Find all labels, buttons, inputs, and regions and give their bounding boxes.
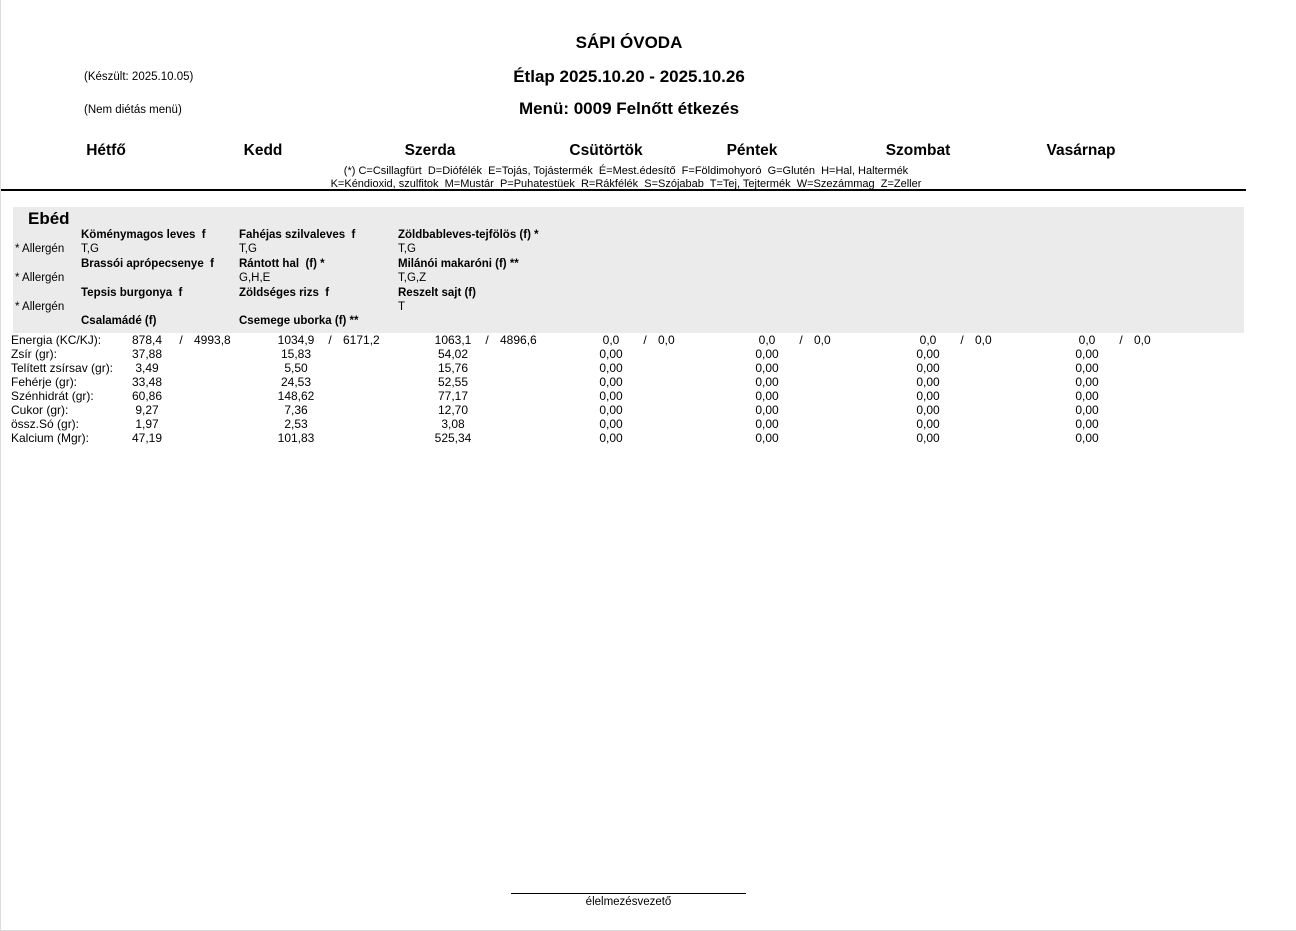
dish-name: Csemege uborka (f) ** [239,315,359,327]
nutrition-value-cell [899,403,957,417]
nutrition-kj-value: 0,0 [658,333,675,347]
nutrition-value-cell [118,375,176,389]
nutrition-row-label: Zsír (gr): [11,347,57,361]
nutrition-kc-value: 0,00 [599,417,623,431]
menu-period-title: Étlap 2025.10.20 - 2025.10.26 [513,67,745,86]
nutrition-value-cell [267,431,325,445]
nutrition-value-cell [1058,347,1116,361]
nutrition-value-cell [118,333,231,347]
nutrition-value-cell [1058,361,1116,375]
nutrition-value-cell [424,347,482,361]
dish-name: Zöldséges rizs f [239,287,330,299]
nutrition-kc-value: 0,00 [755,431,779,445]
allergen-codes: T [398,301,406,313]
nutrition-value-cell [582,417,640,431]
nutrition-kc-value: 77,17 [437,389,469,403]
allergen-legend-line-2: K=Kéndioxid, szulfitok M=Mustár P=Puhatestüek R=Rákfélék S=Szójabab T=Tej, Tejtermék W=Szezámmag Z=Zeller [330,177,922,190]
nutrition-kc-value: 0,00 [599,375,623,389]
nutrition-kc-value: 12,70 [437,403,469,417]
allergen-legend-line-1: (*) C=Csillagfürt D=Diófélék E=Tojás, Tojástermék É=Mest.édesítő F=Földimohyoró G=Glutén H=Hal, Haltermék [343,165,909,177]
nutrition-value-cell [738,333,831,347]
nutrition-value-cell [738,431,796,445]
nutrition-value-cell [582,375,640,389]
nutrition-value-cell [118,361,176,375]
dish-name: Csalamádé (f) [81,315,157,327]
nutrition-kc-value: 33,48 [131,375,163,389]
nutrition-kc-kj-separator: / [1119,333,1123,347]
nutrition-kc-value: 0,00 [916,431,940,445]
nutrition-kc-value: 0,0 [919,333,937,347]
nutrition-kc-value: 15,83 [280,347,312,361]
nutrition-value-cell [1058,431,1116,445]
nutrition-kc-kj-separator: / [799,333,803,347]
nutrition-kc-value: 0,00 [916,361,940,375]
nutrition-value-cell [118,403,176,417]
created-date: (Készült: 2025.10.05) [84,71,194,83]
nutrition-value-cell [1058,375,1116,389]
day-header-1: Hétfő [86,142,126,159]
nutrition-kc-value: 0,00 [916,403,940,417]
nutrition-kc-value: 60,86 [131,389,163,403]
nutrition-value-cell [267,361,325,375]
nutrition-kj-value: 0,0 [814,333,831,347]
dish-name: Brassói aprópecsenye f [81,258,214,270]
nutrition-value-cell [1058,417,1116,431]
nutrition-kc-value: 0,00 [916,347,940,361]
nutrition-kc-value: 2,53 [284,417,308,431]
day-header-2: Kedd [243,142,283,159]
nutrition-kc-value: 52,55 [437,375,469,389]
nutrition-row-label: Fehérje (gr): [11,375,78,389]
nutrition-value-cell [738,403,796,417]
nutrition-kc-value: 0,00 [1075,389,1099,403]
day-header-5: Péntek [726,142,778,159]
nutrition-kj-value: 4896,6 [500,333,537,347]
nutrition-kc-kj-separator: / [485,333,489,347]
nutrition-value-cell [267,375,325,389]
day-header-6: Szombat [885,142,951,159]
nutrition-value-cell [118,347,176,361]
nutrition-value-cell [899,375,957,389]
nutrition-kc-value: 0,00 [755,403,779,417]
dish-name: Reszelt sajt (f) [398,287,476,299]
nutrition-kc-value: 3,08 [441,417,465,431]
allergen-row-label: * Allergén [15,301,65,313]
nutrition-value-cell [118,389,176,403]
day-header-4: Csütörtök [569,142,643,159]
nutrition-row-label: össz.Só (gr): [11,417,80,431]
nutrition-kj-value: 0,0 [1134,333,1151,347]
header-divider [1,189,1246,191]
nutrition-kc-value: 525,34 [434,431,472,445]
nutrition-value-cell [738,361,796,375]
nutrition-kc-kj-separator: / [643,333,647,347]
nutrition-value-cell [899,417,957,431]
nutrition-kc-value: 3,49 [135,361,159,375]
nutrition-kc-value: 0,00 [916,389,940,403]
nutrition-value-cell [267,347,325,361]
nutrition-value-cell [267,333,380,347]
nutrition-row-label: Telített zsírsav (gr): [11,361,114,375]
allergen-codes: T,G [81,243,99,255]
signature-line [511,893,746,894]
nutrition-kc-value: 0,00 [916,375,940,389]
nutrition-row-label: Energia (KC/KJ): [11,333,102,347]
nutrition-kc-value: 0,00 [599,347,623,361]
dish-name: Fahéjas szilvaleves f [239,229,356,241]
day-header-3: Szerda [404,142,456,159]
nutrition-value-cell [424,375,482,389]
nutrition-value-cell [118,417,176,431]
nutrition-kc-value: 0,00 [755,389,779,403]
nutrition-value-cell [267,417,325,431]
nutrition-value-cell [424,361,482,375]
nutrition-kc-value: 0,00 [599,361,623,375]
nutrition-value-cell [267,389,325,403]
nutrition-kc-value: 0,00 [755,417,779,431]
nutrition-kc-value: 0,00 [1075,347,1099,361]
nutrition-row-label: Kalcium (Mgr): [11,431,90,445]
nutrition-kj-value: 0,0 [975,333,992,347]
nutrition-kc-value: 1034,9 [277,333,315,347]
nutrition-kc-kj-separator: / [960,333,964,347]
nutrition-value-cell [582,431,640,445]
dish-name: Milánói makaróni (f) ** [398,258,519,270]
nutrition-kc-value: 0,00 [1075,375,1099,389]
nutrition-row-label: Cukor (gr): [11,403,69,417]
nutrition-value-cell [738,375,796,389]
nutrition-kc-value: 0,0 [1078,333,1096,347]
nutrition-kc-value: 15,76 [437,361,469,375]
nutrition-kc-value: 1,97 [135,417,159,431]
allergen-row-label: * Allergén [15,272,65,284]
signature-role-label: élelmezésvezető [585,896,672,908]
nutrition-kc-value: 0,0 [758,333,776,347]
nutrition-kc-value: 101,83 [277,431,315,445]
nutrition-value-cell [267,403,325,417]
nutrition-kc-value: 148,62 [277,389,315,403]
nutrition-kc-value: 0,00 [1075,417,1099,431]
nutrition-value-cell [582,389,640,403]
not-diet-note: (Nem diétás menü) [84,104,182,116]
nutrition-value-cell [424,417,482,431]
nutrition-value-cell [582,347,640,361]
nutrition-value-cell [582,333,675,347]
allergen-codes: T,G,Z [398,272,427,284]
nutrition-value-cell [582,403,640,417]
lunch-section-title: Ebéd [28,209,70,228]
allergen-codes: T,G [398,243,416,255]
allergen-codes: T,G [239,243,257,255]
nutrition-kc-value: 878,4 [131,333,163,347]
dish-name: Köménymagos leves f [81,229,206,241]
nutrition-kc-value: 5,50 [284,361,308,375]
nutrition-kc-value: 0,00 [599,431,623,445]
nutrition-kj-value: 4993,8 [194,333,231,347]
dish-name: Zöldbableves-tejfölös (f) * [398,229,539,241]
nutrition-kc-value: 24,53 [280,375,312,389]
nutrition-kc-value: 0,00 [755,375,779,389]
nutrition-value-cell [899,361,957,375]
dish-name: Rántott hal (f) * [239,258,325,270]
nutrition-kc-value: 0,00 [1075,361,1099,375]
nutrition-kc-value: 37,88 [131,347,163,361]
nutrition-value-cell [424,389,482,403]
nutrition-value-cell [118,431,176,445]
nutrition-value-cell [738,347,796,361]
nutrition-value-cell [1058,389,1116,403]
nutrition-row-label: Szénhidrát (gr): [11,389,94,403]
allergen-row-label: * Allergén [15,243,65,255]
nutrition-value-cell [1058,333,1151,347]
nutrition-value-cell [1058,403,1116,417]
nutrition-kc-value: 47,19 [131,431,163,445]
nutrition-kc-kj-separator: / [179,333,183,347]
nutrition-kc-value: 0,00 [1075,431,1099,445]
lunch-section-background [13,207,1244,333]
nutrition-value-cell [424,333,537,347]
nutrition-kc-value: 0,00 [755,361,779,375]
menu-number-title: Menü: 0009 Felnőtt étkezés [518,99,740,118]
day-header-7: Vasárnap [1046,142,1116,159]
nutrition-value-cell [424,403,482,417]
nutrition-kc-value: 7,36 [284,403,308,417]
nutrition-value-cell [424,431,482,445]
nutrition-kc-value: 0,0 [602,333,620,347]
nutrition-kc-value: 1063,1 [434,333,472,347]
nutrition-kc-kj-separator: / [328,333,332,347]
nutrition-kc-value: 54,02 [437,347,469,361]
nutrition-value-cell [738,389,796,403]
allergen-codes: G,H,E [239,272,271,284]
nutrition-kc-value: 9,27 [135,403,159,417]
nutrition-value-cell [582,361,640,375]
dish-name: Tepsis burgonya f [81,287,183,299]
nutrition-value-cell [899,333,992,347]
nutrition-value-cell [899,347,957,361]
nutrition-kc-value: 0,00 [1075,403,1099,417]
nutrition-kc-value: 0,00 [599,403,623,417]
page-title: SÁPI ÓVODA [575,33,683,52]
nutrition-kc-value: 0,00 [755,347,779,361]
nutrition-kj-value: 6171,2 [343,333,380,347]
nutrition-kc-value: 0,00 [599,389,623,403]
nutrition-value-cell [738,417,796,431]
nutrition-value-cell [899,389,957,403]
nutrition-value-cell [899,431,957,445]
nutrition-kc-value: 0,00 [916,417,940,431]
